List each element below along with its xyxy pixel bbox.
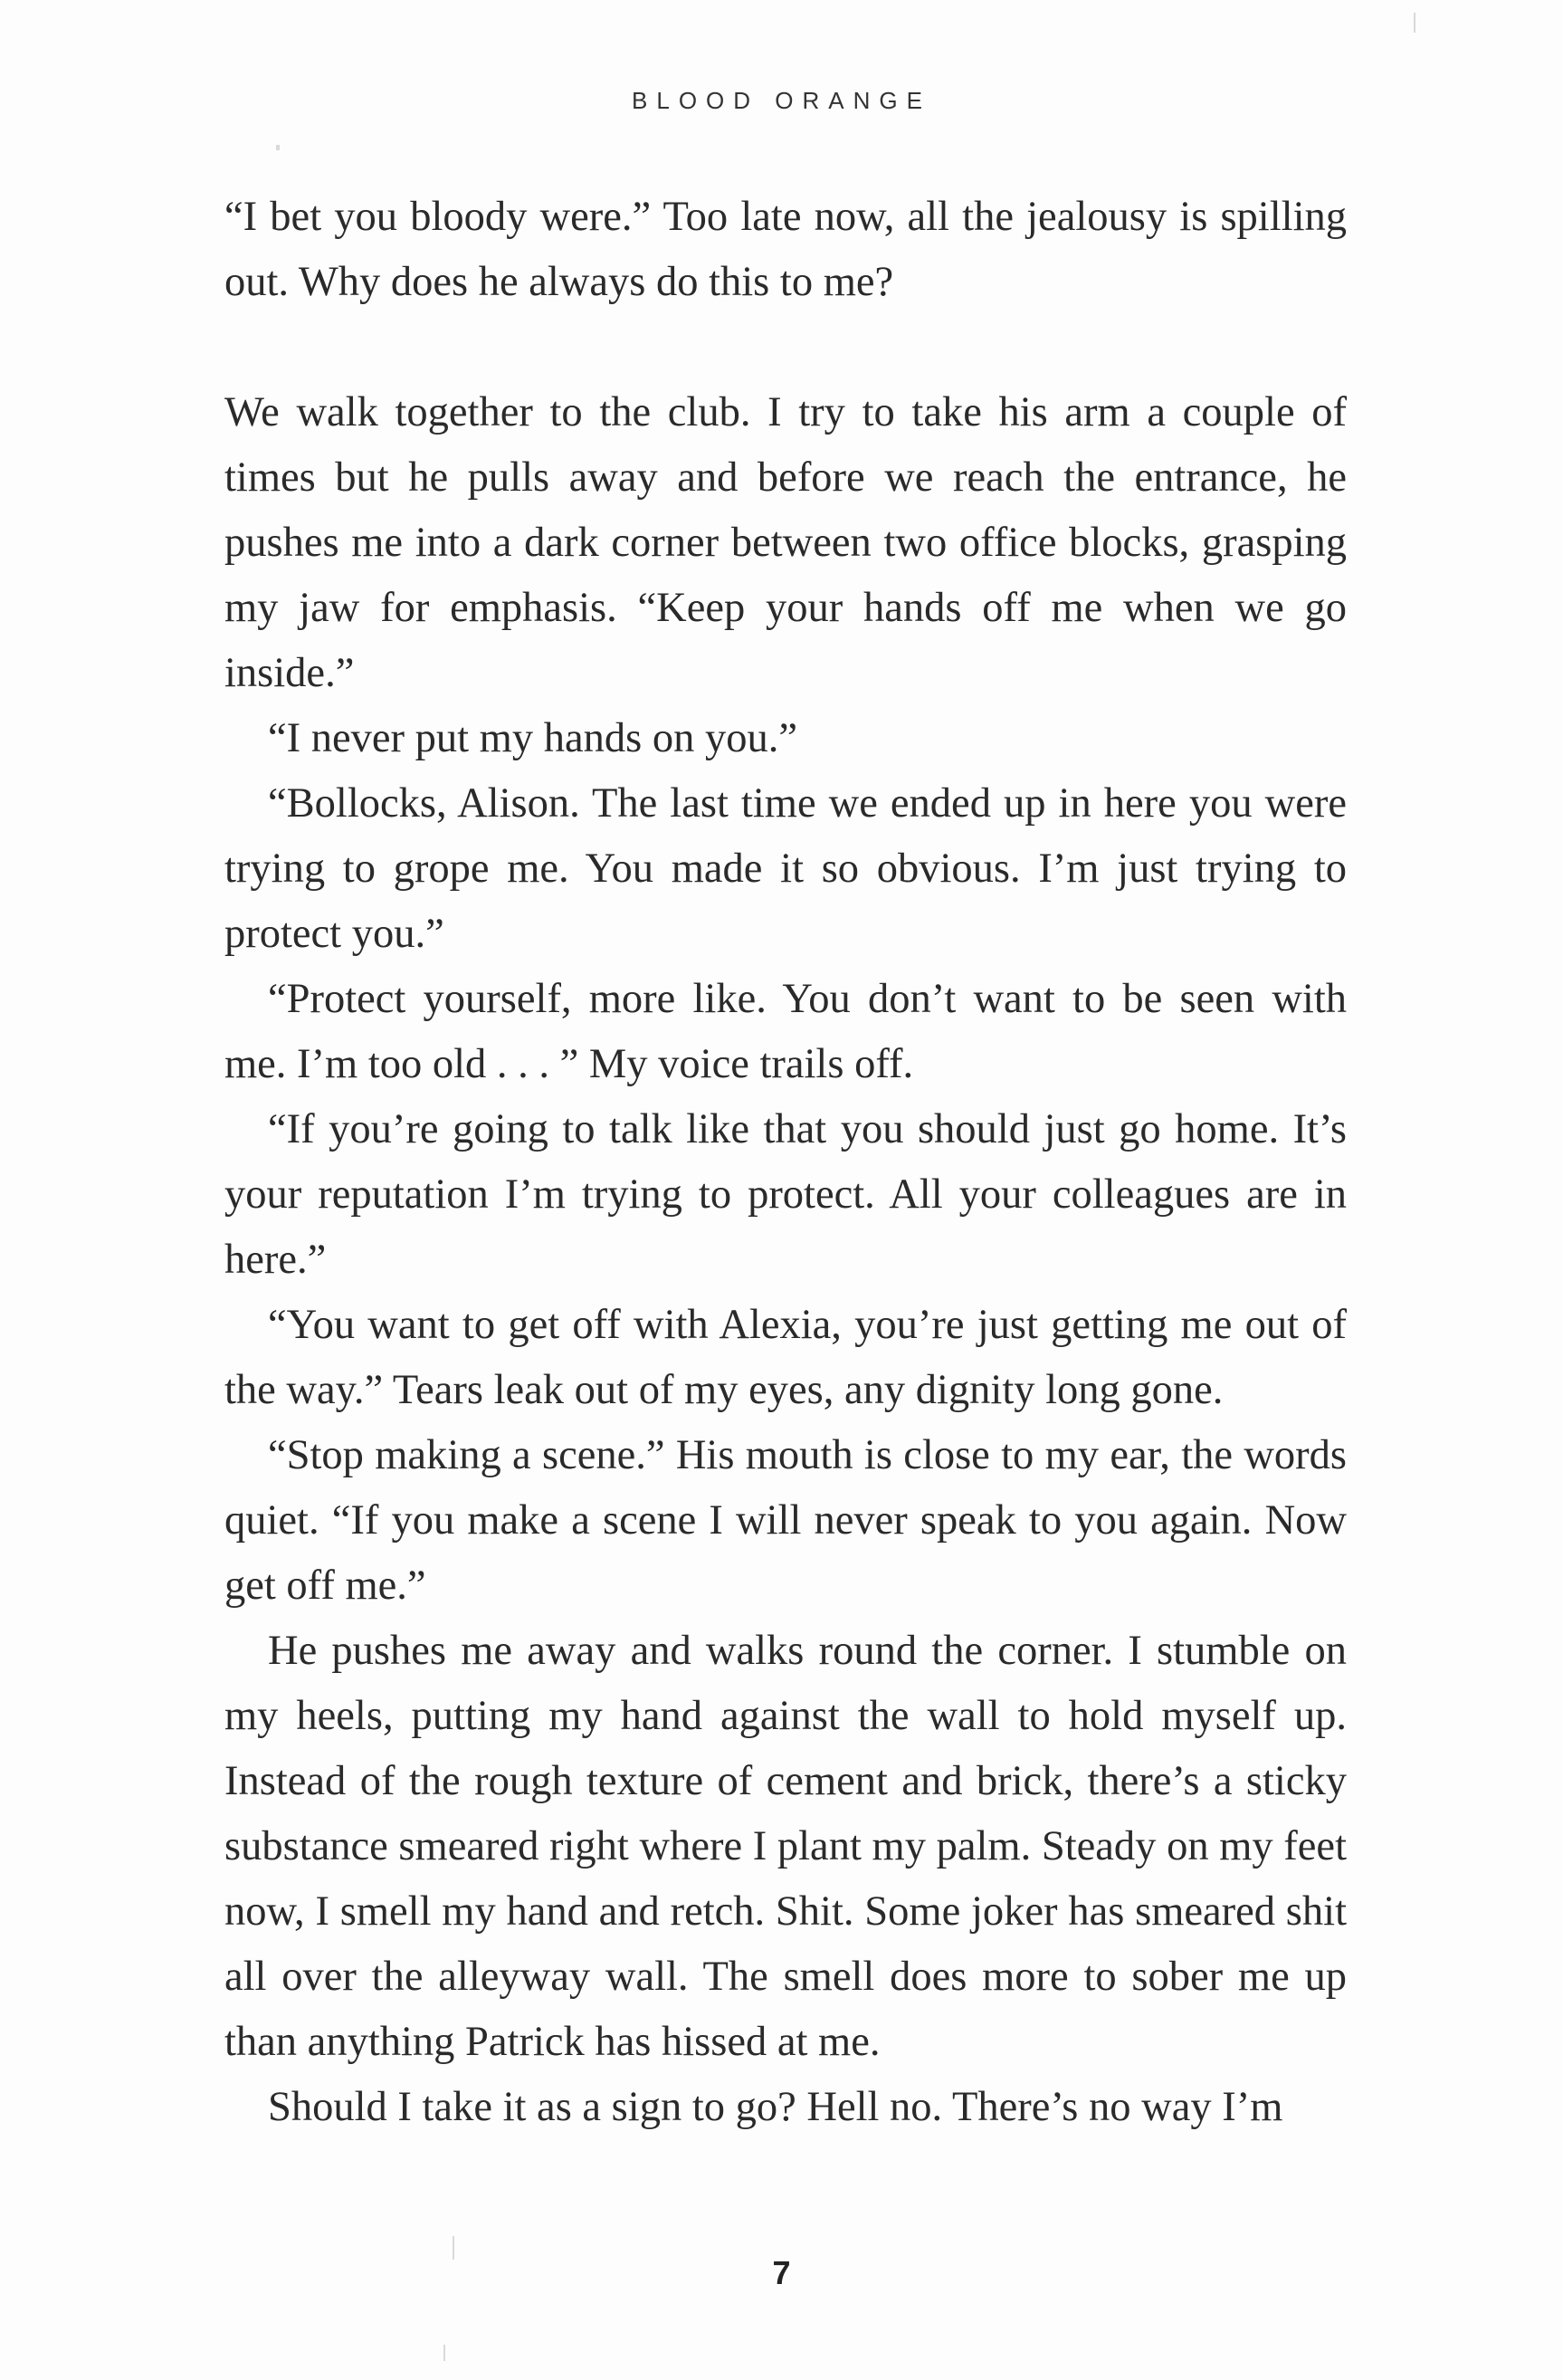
- running-head: BLOOD ORANGE: [632, 87, 931, 114]
- paragraph: Should I take it as a sign to go? Hell no. There’s no way I’m: [268, 2084, 1283, 2130]
- paragraph: “I never put my hands on you.”: [268, 715, 797, 761]
- scan-mark: [1414, 13, 1415, 33]
- paragraph: “If you’re going to talk like that you should just go home. It’s your reputation I’m trying to protect. All your colleagues are in here.”: [224, 1106, 1347, 1283]
- page-number: 7: [772, 2254, 791, 2291]
- paragraph: “Protect yourself, more like. You don’t want to be seen with me. I’m too old . . . ” My voice trails off.: [224, 976, 1347, 1087]
- paragraph: We walk together to the club. I try to take his arm a couple of times but he pulls away and before we reach the entrance, he pushes me into a dark corner between two office blocks, grasping my jaw for emphasis. “Keep your hands off me when we go inside.”: [224, 389, 1347, 696]
- body-text: [224, 185, 1347, 2140]
- scan-mark: [276, 145, 280, 150]
- scan-mark: [443, 2345, 445, 2361]
- paragraph: “Stop making a scene.” His mouth is close to my ear, the words quiet. “If you make a scene I will never speak to you again. Now get off me.”: [224, 1432, 1347, 1609]
- paragraph: “I bet you bloody were.” Too late now, all the jealousy is spilling out. Why does he always do this to me?: [224, 194, 1347, 305]
- paragraph: He pushes me away and walks round the corner. I stumble on my heels, putting my hand against the wall to hold myself up. Instead of the rough texture of cement and brick, there’s a sticky substance smeared right where I plant my palm. Steady on my feet now, I smell my hand and retch. Shit. Some joker has smeared shit all over the alleyway wall. The smell does more to sober me up than anything Patrick has hissed at me.: [224, 1628, 1347, 2065]
- paragraph: “Bollocks, Alison. The last time we ended up in here you were trying to grope me. You made it so obvious. I’m just trying to protect you.”: [224, 780, 1347, 957]
- paragraph: “You want to get off with Alexia, you’re just getting me out of the way.” Tears leak out of my eyes, any dignity long gone.: [224, 1302, 1347, 1413]
